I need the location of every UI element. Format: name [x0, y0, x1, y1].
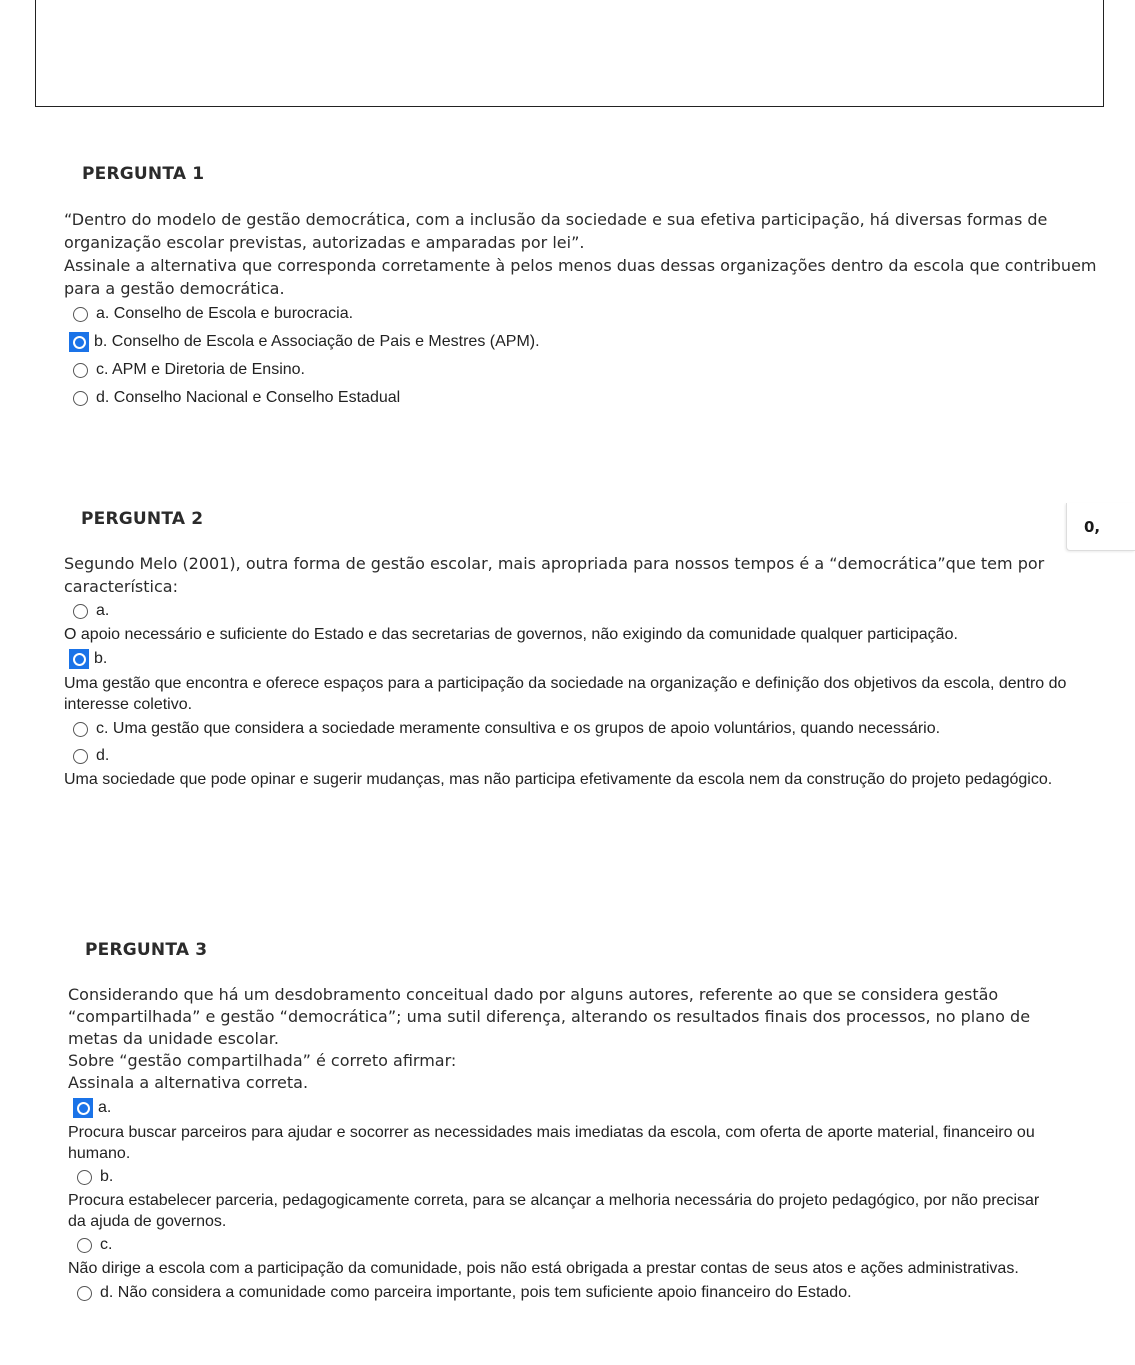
option-letter: c.: [100, 1236, 113, 1253]
option-letter: d.: [96, 747, 110, 764]
radio-button[interactable]: [73, 604, 88, 619]
radio-button[interactable]: [73, 722, 88, 737]
option-2b-text: Uma gestão que encontra e oferece espaços para a participação da sociedade na organização e definição dos objetivos da escola, dentro do interesse coletivo.: [64, 675, 1067, 713]
option-3d[interactable]: [68, 1279, 1058, 1307]
radio-button[interactable]: [73, 307, 88, 322]
option-label: c. Uma gestão que considera a sociedade meramente consultiva e os grupos de apoio voluntários, quando necessário.: [96, 720, 941, 737]
radio-selected-icon[interactable]: [73, 1098, 93, 1118]
option-3b[interactable]: [68, 1164, 1058, 1190]
option-letter: b.: [94, 650, 108, 667]
option-2d[interactable]: [64, 743, 1094, 769]
option-1b[interactable]: [64, 328, 1104, 356]
header-box: [35, 0, 1104, 107]
question-2-text: Segundo Melo (2001), outra forma de gestão escolar, mais apropriada para nossos tempos é a “democrática”que tem por característica:: [64, 554, 1045, 596]
option-2b[interactable]: [64, 645, 1094, 673]
option-label: d. Não considera a comunidade como parceira importante, pois tem suficiente apoio financeiro do Estado.: [100, 1284, 852, 1301]
option-label: c. APM e Diretoria de Ensino.: [96, 361, 305, 378]
option-label: d. Conselho Nacional e Conselho Estadual: [96, 389, 401, 406]
radio-button[interactable]: [73, 391, 88, 406]
option-label: b. Conselho de Escola e Associação de Pais e Mestres (APM).: [94, 333, 540, 350]
radio-button[interactable]: [77, 1238, 92, 1253]
radio-button[interactable]: [77, 1286, 92, 1301]
option-3c[interactable]: [68, 1232, 1058, 1258]
radio-selected-icon[interactable]: [69, 332, 89, 352]
option-1c[interactable]: [64, 356, 1104, 384]
option-3a[interactable]: [68, 1094, 1058, 1122]
option-2a[interactable]: [64, 598, 1094, 624]
question-2: [64, 509, 1094, 790]
option-letter: a.: [98, 1099, 112, 1116]
question-3-title: PERGUNTA 3: [85, 940, 208, 960]
radio-button[interactable]: [73, 749, 88, 764]
question-2-title: PERGUNTA 2: [81, 509, 204, 529]
radio-button[interactable]: [77, 1170, 92, 1185]
option-1a[interactable]: [64, 300, 1104, 328]
question-1-text: “Dentro do modelo de gestão democrática, com a inclusão da sociedade e sua efetiva participação, há diversas formas de organização escolar previstas, autorizadas e amparadas por lei”.: [64, 210, 1048, 252]
score-tab: 0,: [1066, 503, 1135, 551]
radio-selected-icon[interactable]: [69, 649, 89, 669]
option-1d[interactable]: [64, 384, 1104, 412]
option-2d-text: Uma sociedade que pode opinar e sugerir mudanças, mas não participa efetivamente da escola nem da construção do projeto pedagógico.: [64, 771, 1053, 788]
question-3-subtext: Sobre “gestão compartilhada” é correto afirmar:: [68, 1051, 457, 1070]
question-3-instruction: Assinala a alternativa correta.: [68, 1073, 309, 1092]
question-3: [68, 940, 1058, 1307]
question-1: [64, 164, 1104, 412]
question-3-text: Considerando que há um desdobramento conceitual dado por alguns autores, referente ao que se considera gestão “compartilhada” e gestão “democrática”; uma sutil diferença, alterando os resultados finais dos processos, no plano de metas da unidade escolar.: [68, 985, 1031, 1048]
option-3a-text: Procura buscar parceiros para ajudar e socorrer as necessidades mais imediatas da escola, com oferta de aporte material, financeiro ou humano.: [68, 1124, 1035, 1162]
radio-button[interactable]: [73, 363, 88, 378]
question-1-title: PERGUNTA 1: [82, 164, 205, 184]
question-1-instruction: Assinale a alternativa que corresponda corretamente à pelos menos duas dessas organizações dentro da escola que contribuem para a gestão democrática.: [64, 256, 1097, 298]
option-2c[interactable]: [64, 715, 1094, 743]
option-3b-text: Procura estabelecer parceria, pedagogicamente correta, para se alcançar a melhoria necessária do projeto pedagógico, por não precisar da ajuda de governos.: [68, 1192, 1040, 1230]
option-label: a. Conselho de Escola e burocracia.: [96, 305, 354, 322]
option-letter: b.: [100, 1168, 114, 1185]
option-letter: a.: [96, 602, 110, 619]
option-2a-text: O apoio necessário e suficiente do Estado e das secretarias de governos, não exigindo da comunidade qualquer participação.: [64, 626, 958, 643]
option-3c-text: Não dirige a escola com a participação da comunidade, pois não está obrigada a prestar contas de seus atos e ações administrativas.: [68, 1260, 1019, 1277]
